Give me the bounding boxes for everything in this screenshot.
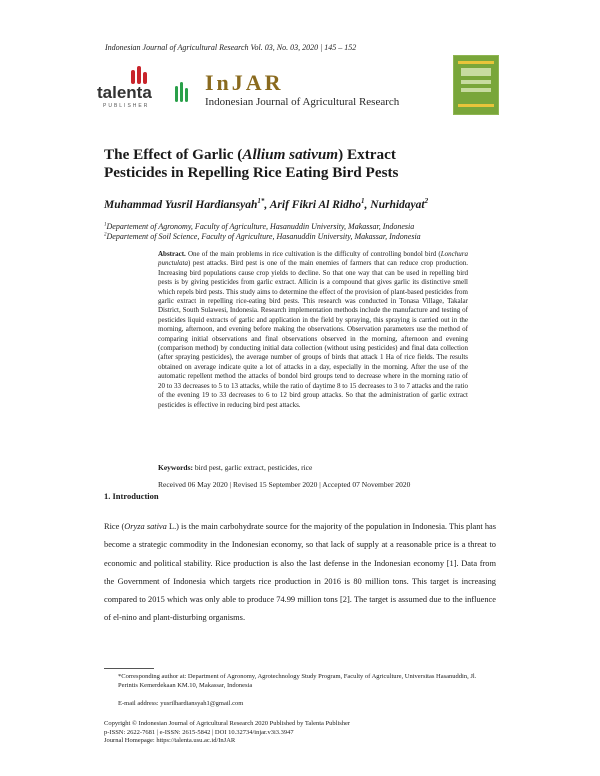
journal-full-name: Indonesian Journal of Agricultural Research	[205, 96, 400, 108]
journal-abbr: InJAR	[205, 70, 284, 95]
paper-title: The Effect of Garlic (Allium sativum) Extract Pesticides in Repelling Rice Eating Bird Pests	[104, 146, 399, 181]
corresponding-author-footnote: *Corresponding author at: Department of Agronomy, Agrotechnology Study Program, Faculty of Agriculture, Universitas Hasanuddin, Jl. Perintis Kemerdekaan KM.10, Makassar, Indonesia	[118, 673, 477, 689]
homepage-line: Journal Homepage: https://talenta.usu.ac.id/InJAR	[104, 737, 236, 745]
email-address: E-mail address: yusrilhardiansyah1@gmail.com	[118, 700, 244, 707]
affiliation-1: $^1$Departement of Agronomy, Faculty of Agriculture, Hasanuddin University, Makassar, Indonesia	[104, 222, 415, 231]
footnote-divider	[104, 668, 154, 669]
received-dates: Received 06 May 2020 | Revised 15 September 2020 | Accepted 07 November 2020	[158, 480, 411, 489]
logo-wordmark: talenta	[97, 83, 152, 102]
talenta-logo-mark	[97, 64, 189, 110]
introduction-paragraph: Rice (Oryza sativa L.) is the main carbohydrate source for the majority of the population in Indonesia. This plant has become a strategic commodity in the Indonesian economy, so that lack of supply at a reasonable price is a threat to economic and political stability. Rice production is also the last defense in the Indonesian economy [1]. Data from the Government of Indonesia which targets rice production in 2016 is 80 million tons. This target is increasing compared to 2015 which was only able to produce 74.99 million tons [2]. The target is assumed due to the influence of el-nino and plant-disturbing organisms.	[104, 522, 496, 623]
section-heading-introduction: 1. Introduction	[104, 491, 159, 501]
copyright-block	[104, 720, 350, 746]
author-list: Muhammad Yusril Hardiansyah$^{1*}$, Arif Fikri Al Ridho$^1$, Nurhidayat$^2$	[104, 197, 429, 211]
running-head: Indonesian Journal of Agricultural Research Vol. 03, No. 03, 2020 | 145 – 152	[105, 43, 357, 52]
keywords: Keywords: bird pest, garlic extract, pesticides, rice	[158, 463, 313, 472]
issn-line: p-ISSN: 2622-7681 | e-ISSN: 2615-5842 | DOI 10.32734/injar.v3i3.3947	[104, 728, 294, 736]
author-3: Nurhidayat	[370, 198, 425, 211]
talenta-logo	[97, 64, 189, 110]
copyright-line: Copyright © Indonesian Journal of Agricultural Research 2020 Published by Talenta Publisher	[104, 720, 351, 727]
journal-cover-thumbnail	[453, 55, 499, 115]
author-2: Arif Fikri Al Ridho	[269, 198, 362, 211]
author-1: Muhammad Yusril Hardiansyah	[104, 198, 258, 211]
abstract-label: Abstract.	[158, 250, 186, 258]
abstract: Abstract. One of the main problems in rice cultivation is the difficulty of controlling bondol bird (Lonchura punctulata) pest attacks. Bird pest is one of the main enemies of farmers that can reduce crop production. Increasing bird populations cause crop yields to decline. So that one way that can be used in repelling bird pests is by giving pesticides from garlic extract. Allicin is a compound that gives garlic its distinctive smell which repels bird pests. This study aims to determine the effect of the provision of plant-based pesticides from garlic extract in repelling rice-eating bird pests. This research was conducted in Tonasa Village, Takalar District, South Sulawesi, Indonesia. Research implementation methods include the manufacture and testing of pesticides liquid extracts of garlic and application in the field by spraying, this spraying is carried out in the morning, afternoon, and evening before making the observations. Observation parameters use the method of comparing initial observations and final observations observed in the morning, afternoon and evening (comparison method) by conducting initial data collection (without using pesticides) and final data collection (after spraying pesticides), the average number of groups of birds that attack 1 Ha of rice fields. The results obtained on average indicate quite a lot of attacks in a day, especially in the morning. After the use of the automatic repellent method the attacks of bondol bird groups tend to decrease where in the morning ratio of 20 to 33 decreases to 5 to 13 attacks, while the ratio of daytime 8 to 15 decreases to 3 to 7 attacks and the ratio of the evening 19 to 33 decreases to 6 to 12 bird group attacks. So that the administration of garlic extract pesticides is effective in reducing bird pest attacks.	[158, 250, 468, 409]
affiliation-2: $^2$Departement of Soil Science, Faculty of Agriculture, Hasanuddin University, Makassar, Indonesia	[104, 232, 421, 241]
logo-subtext: PUBLISHER	[103, 103, 150, 109]
